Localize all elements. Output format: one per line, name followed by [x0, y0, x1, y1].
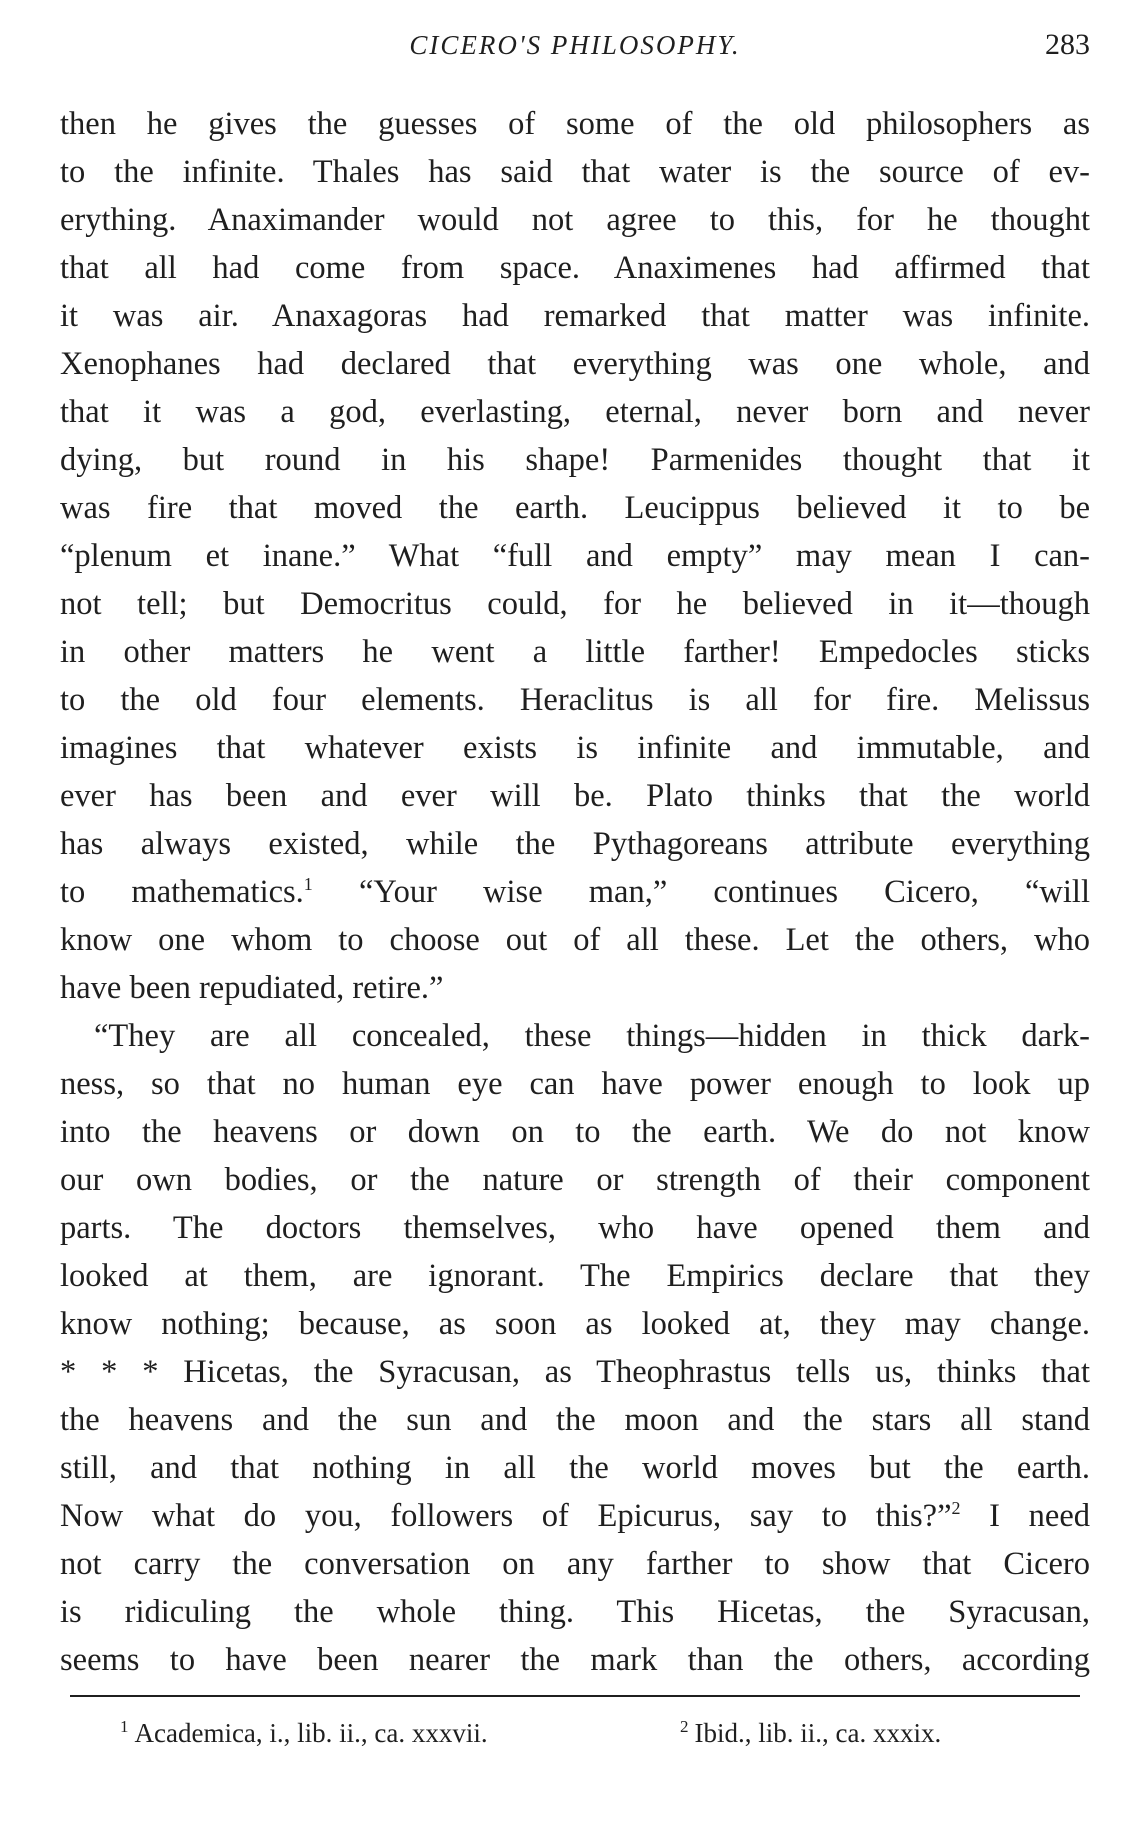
text-line	[60, 484, 1090, 532]
line-text: looked at them, are ignorant. The Empirics declare that they	[60, 1258, 1090, 1294]
text-line	[60, 1252, 1090, 1300]
line-text: dying, but round in his shape! Parmenides thought that it	[60, 442, 1090, 478]
text-line	[60, 100, 1090, 148]
text-line	[60, 148, 1090, 196]
paragraph	[60, 1012, 1090, 1684]
line-text: has always existed, while the Pythagoreans attribute everything	[60, 826, 1090, 862]
text-line	[60, 772, 1090, 820]
line-text: “plenum et inane.” What “full and empty” may mean I can-	[60, 538, 1090, 574]
line-text: our own bodies, or the nature or strength of their component	[60, 1162, 1090, 1198]
line-text-continued: I need	[960, 1498, 1090, 1534]
line-text: that all had come from space. Anaximenes had affirmed that	[60, 250, 1090, 286]
footnote-1	[120, 1718, 488, 1749]
text-line	[60, 292, 1090, 340]
line-text: that it was a god, everlasting, eternal, never born and never	[60, 394, 1090, 430]
running-title: CICERO'S PHILOSOPHY.	[409, 30, 741, 60]
line-text: then he gives the guesses of some of the old philosophers as	[60, 106, 1090, 142]
line-text: in other matters he went a little farther! Empedocles sticks	[60, 634, 1090, 670]
text-line	[60, 724, 1090, 772]
footnote-reference: 2	[951, 1498, 961, 1519]
text-line	[60, 1588, 1090, 1636]
line-text: ever has been and ever will be. Plato thinks that the world	[60, 778, 1090, 814]
text-line	[60, 436, 1090, 484]
footnote-marker: 1	[120, 1717, 129, 1736]
text-line	[60, 1636, 1090, 1684]
footnote-divider	[70, 1695, 1080, 1697]
body-text	[60, 100, 1090, 1684]
line-text: know nothing; because, as soon as looked at, they may change.	[60, 1306, 1090, 1342]
footnotes	[60, 1718, 1090, 1758]
text-line	[60, 196, 1090, 244]
text-line	[60, 532, 1090, 580]
text-line	[60, 1012, 1090, 1060]
text-line	[60, 388, 1090, 436]
footnote-text: Ibid., lib. ii., ca. xxxix.	[694, 1718, 942, 1748]
text-line	[60, 964, 1090, 1012]
text-line	[60, 580, 1090, 628]
text-line	[60, 1108, 1090, 1156]
line-text: to the infinite. Thales has said that water is the source of ev-	[60, 154, 1090, 190]
paragraph	[60, 100, 1090, 1012]
text-line	[60, 820, 1090, 868]
line-text: Now what do you, followers of Epicurus, say to this?”	[60, 1498, 952, 1534]
text-line	[60, 1540, 1090, 1588]
line-text: parts. The doctors themselves, who have opened them and	[60, 1210, 1090, 1246]
footnote-text: Academica, i., lib. ii., ca. xxxvii.	[134, 1718, 488, 1748]
line-text: know one whom to choose out of all these. Let the others, who	[60, 922, 1090, 958]
running-head	[60, 28, 1090, 68]
line-text: Xenophanes had declared that everything was one whole, and	[60, 346, 1090, 382]
line-text: “They are all concealed, these things—hidden in thick dark-	[94, 1018, 1090, 1054]
line-text: still, and that nothing in all the world moves but the earth.	[60, 1450, 1090, 1486]
footnote-marker: 2	[680, 1717, 689, 1736]
line-text: was fire that moved the earth. Leucippus believed it to be	[60, 490, 1090, 526]
text-line	[60, 628, 1090, 676]
line-text: it was air. Anaxagoras had remarked that matter was infinite.	[60, 298, 1090, 334]
text-line	[60, 1204, 1090, 1252]
line-text-continued: “Your wise man,” continues Cicero, “will	[312, 874, 1090, 910]
text-line	[60, 1396, 1090, 1444]
text-line	[60, 1060, 1090, 1108]
text-line	[60, 1156, 1090, 1204]
text-line	[60, 868, 1090, 916]
footnote-reference: 1	[303, 874, 313, 895]
page-number: 283	[1045, 28, 1090, 61]
text-line	[60, 1300, 1090, 1348]
text-line	[60, 916, 1090, 964]
line-text: to the old four elements. Heraclitus is all for fire. Melissus	[60, 682, 1090, 718]
text-line	[60, 1444, 1090, 1492]
line-text: not tell; but Democritus could, for he believed in it—though	[60, 586, 1090, 622]
line-text: into the heavens or down on to the earth. We do not know	[60, 1114, 1090, 1150]
line-text: is ridiculing the whole thing. This Hicetas, the Syracusan,	[60, 1594, 1090, 1630]
line-text: imagines that whatever exists is infinite and immutable, and	[60, 730, 1090, 766]
line-text: ness, so that no human eye can have power enough to look up	[60, 1066, 1090, 1102]
line-text: have been repudiated, retire.”	[60, 970, 444, 1006]
line-text: to mathematics.	[60, 874, 304, 910]
text-line	[60, 340, 1090, 388]
text-line	[60, 1348, 1090, 1396]
line-text: erything. Anaximander would not agree to this, for he thought	[60, 202, 1090, 238]
text-line	[60, 676, 1090, 724]
footnote-2	[680, 1718, 941, 1749]
text-line	[60, 1492, 1090, 1540]
line-text: * * * Hicetas, the Syracusan, as Theophrastus tells us, thinks that	[60, 1354, 1090, 1390]
line-text: not carry the conversation on any farther to show that Cicero	[60, 1546, 1090, 1582]
line-text: the heavens and the sun and the moon and the stars all stand	[60, 1402, 1090, 1438]
text-line	[60, 244, 1090, 292]
line-text: seems to have been nearer the mark than the others, according	[60, 1642, 1090, 1678]
